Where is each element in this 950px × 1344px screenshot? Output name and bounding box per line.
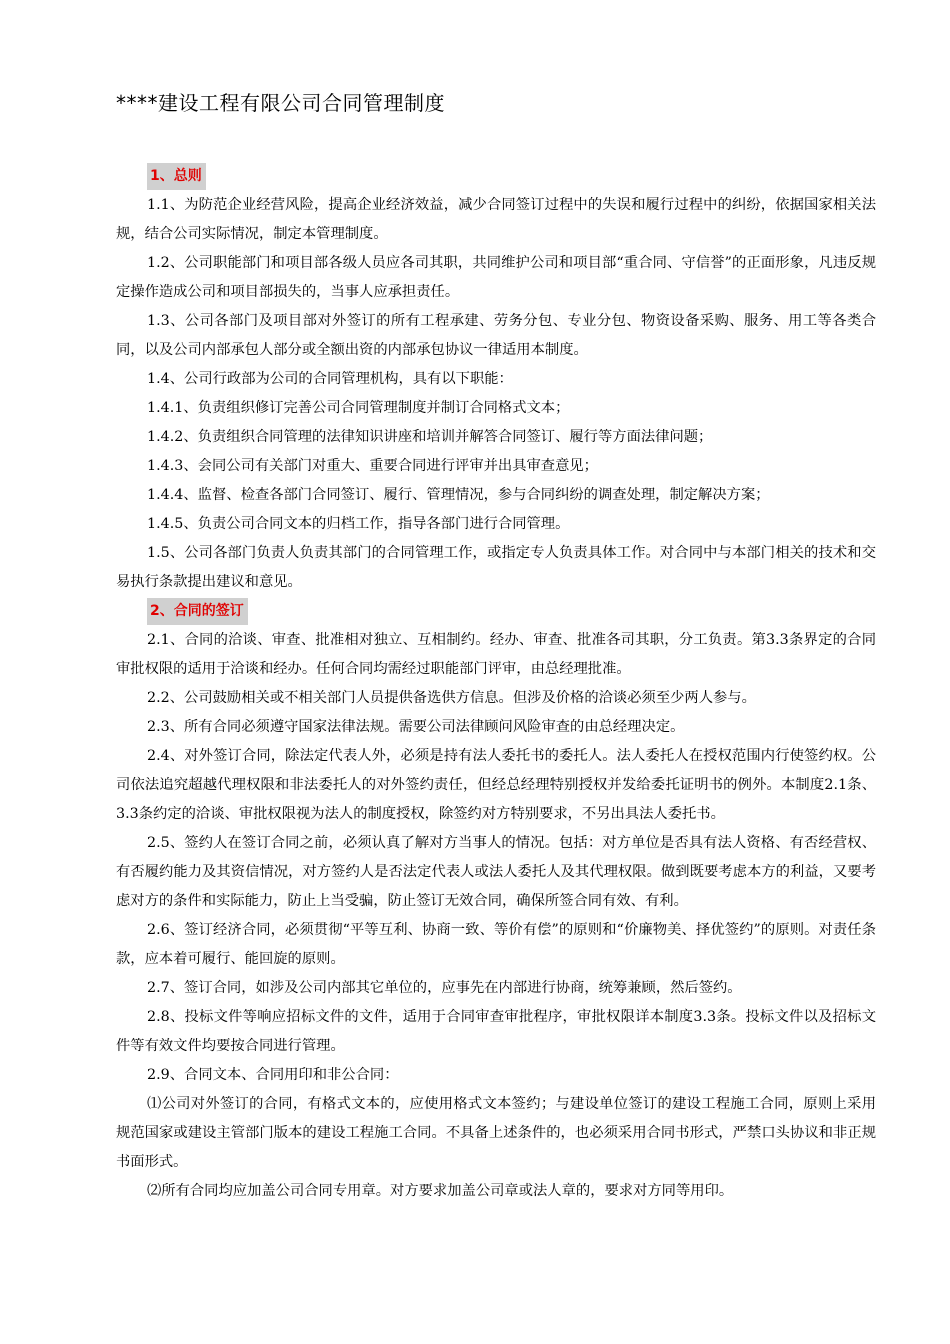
paragraph: 2.5、签约人在签订合同之前，必须认真了解对方当事人的情况。包括：对方单位是否具有法人资格、有否经营权、有否履约能力及其资信情况，对方签约人是否法定代表人或法人委托人及其代理权限。做到既要考虑本方的利益，又要考虑对方的条件和实际能力，防止上当受骗，防止签订无效合同，确保所签合同有效、有利。 <box>116 835 876 909</box>
section-heading-general: 1、总则 <box>147 162 876 191</box>
paragraph: ⑴公司对外签订的合同，有格式文本的，应使用格式文本签约；与建设单位签订的建设工程施工合同，原则上采用规范国家或建设主管部门版本的建设工程施工合同。不具备上述条件的，也必须采用合同书形式，严禁口头协议和非正规书面形式。 <box>116 1096 876 1170</box>
paragraph: 1.4、公司行政部为公司的合同管理机构，具有以下职能： <box>147 371 513 387</box>
paragraph: 2.6、签订经济合同，必须贯彻“平等互利、协商一致、等价有偿”的原则和“价廉物美、择优签约”的原则。对责任条款，应本着可履行、能回旋的原则。 <box>116 922 876 967</box>
paragraph: 2.2、公司鼓励相关或不相关部门人员提供备选供方信息。但涉及价格的洽谈必须至少两人参与。 <box>147 690 756 706</box>
paragraph: 1.4.2、负责组织合同管理的法律知识讲座和培训并解答合同签订、履行等方面法律问题； <box>147 429 713 445</box>
paragraph: 2.8、投标文件等响应招标文件的文件，适用于合同审查审批程序，审批权限详本制度3.3条。投标文件以及招标文件等有效文件均要按合同进行管理。 <box>116 1009 876 1054</box>
paragraph: 1.3、公司各部门及项目部对外签订的所有工程承建、劳务分包、专业分包、物资设备采购、服务、用工等各类合同，以及公司内部承包人部分或全额出资的内部承包协议一律适用本制度。 <box>116 313 876 358</box>
paragraph: 2.9、合同文本、合同用印和非公合同： <box>147 1067 399 1083</box>
document-title: ****建设工程有限公司合同管理制度 <box>116 91 445 115</box>
document-body <box>116 162 876 1206</box>
paragraph: 1.5、公司各部门负责人负责其部门的合同管理工作，或指定专人负责具体工作。对合同中与本部门相关的技术和交易执行条款提出建议和意见。 <box>116 545 876 590</box>
paragraph: 1.2、公司职能部门和项目部各级人员应各司其职，共同维护公司和项目部“重合同、守信誉”的正面形象，凡违反规定操作造成公司和项目部损失的，当事人应承担责任。 <box>116 255 876 300</box>
paragraph: 1.4.4、监督、检查各部门合同签订、履行、管理情况，参与合同纠纷的调查处理，制定解决方案； <box>147 487 770 503</box>
paragraph: 1.1、为防范企业经营风险，提高企业经济效益，减少合同签订过程中的失误和履行过程中的纠纷，依据国家相关法规，结合公司实际情况，制定本管理制度。 <box>116 197 876 242</box>
paragraph: 1.4.5、负责公司合同文本的归档工作，指导各部门进行合同管理。 <box>147 516 570 532</box>
paragraph: 2.7、签订合同，如涉及公司内部其它单位的，应事先在内部进行协商，统筹兼顾，然后签约。 <box>147 980 742 996</box>
paragraph: 2.4、对外签订合同，除法定代表人外，必须是持有法人委托书的委托人。法人委托人在授权范围内行使签约权。公司依法追究超越代理权限和非法委托人的对外签约责任，但经总经理特别授权并发给委托证明书的例外。本制度2.1条、3.3条约定的洽谈、审批权限视为法人的制度授权，除签约对方特别要求，不另出具法人委托书。 <box>116 748 876 822</box>
paragraph: 2.1、合同的洽谈、审查、批准相对独立、互相制约。经办、审查、批准各司其职，分工负责。第3.3条界定的合同审批权限的适用于洽谈和经办。任何合同均需经过职能部门评审，由总经理批准。 <box>116 632 876 677</box>
paragraph: ⑵所有合同均应加盖公司合同专用章。对方要求加盖公司章或法人章的，要求对方同等用印。 <box>147 1183 734 1199</box>
paragraph: 1.4.1、负责组织修订完善公司合同管理制度并制订合同格式文本； <box>147 400 570 416</box>
paragraph: 2.3、所有合同必须遵守国家法律法规。需要公司法律顾问风险审查的由总经理决定。 <box>147 719 685 735</box>
section-heading-contract-signing: 2、合同的签订 <box>147 597 876 626</box>
paragraph: 1.4.3、会同公司有关部门对重大、重要合同进行评审并出具审查意见； <box>147 458 598 474</box>
